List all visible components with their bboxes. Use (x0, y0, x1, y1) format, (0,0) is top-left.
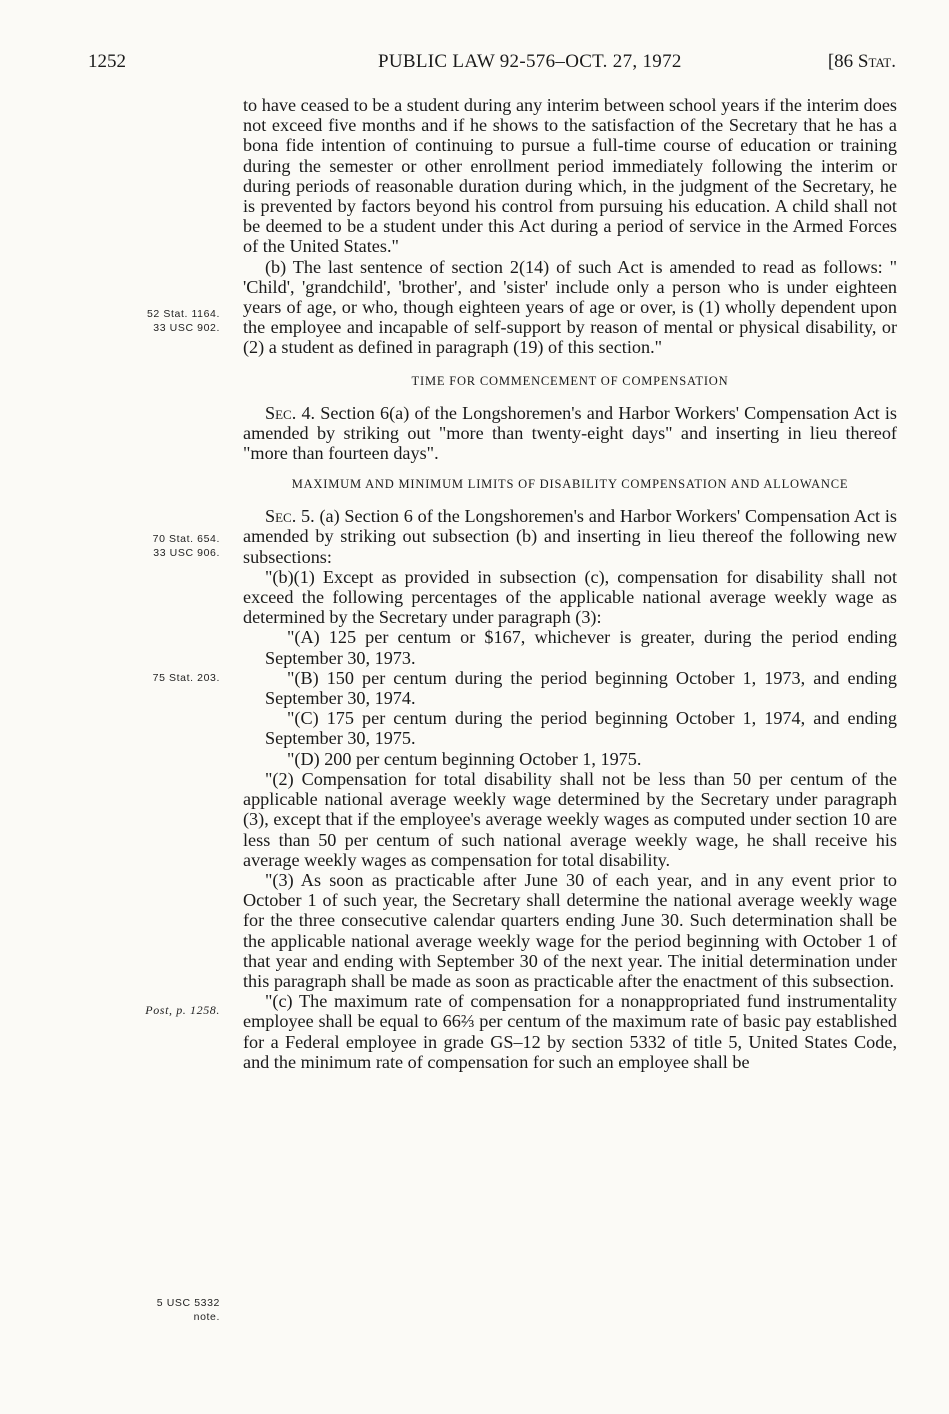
running-header (88, 50, 896, 74)
paragraph-b: (b) The last sentence of section 2(14) of such Act is amended to read as follows: " 'Child', 'grandchild', 'brother', and 'sister' include only a person who is under eighteen years of age, or who, though eighteen years of age or over, is (1) wholly dependent upon the employee and incapable of self-support by reason of mental or physical disability, or (2) a student as defined in paragraph (19) of this section." (243, 256, 897, 358)
section-4-text: 4. Section 6(a) of the Longshoremen's and Harbor Workers' Compensation Act is amended by striking out "more than twenty-eight days" and inserting in lieu thereof "more than fourteen days". (243, 402, 897, 464)
margin-note-line: 5 USC 5332 (156, 1297, 220, 1309)
section-heading-time-for-commencement: TIME FOR COMMENCEMENT OF COMPENSATION (411, 373, 729, 388)
subsection-c: "(c) The maximum rate of compensation for a nonappropriated fund instrumentality employee shall be equal to 66⅔ per centum of the maximum rate of basic pay established for a Federal employee in grade GS–12 by section 5332 of title 5, United States Code, and the minimum rate of compensation for such an employee shall be (243, 991, 897, 1072)
volume-reference (828, 50, 896, 74)
margin-note-75-stat (70, 671, 220, 685)
margin-note-52-stat (70, 307, 220, 335)
header-title: PUBLIC LAW 92-576–OCT. 27, 1972 (378, 51, 682, 72)
clause-A: "(A) 125 per centum or $167, whichever is greater, during the period ending September 30, 1973. (265, 627, 897, 668)
margin-note-5-usc (70, 1296, 220, 1324)
volume-stat: Stat. (857, 51, 896, 72)
clause-D: "(D) 200 per centum beginning October 1, 1975. (287, 748, 642, 769)
section-label: Sec. (265, 402, 297, 423)
page-number: 1252 (88, 51, 126, 72)
margin-note-line: 75 Stat. 203. (152, 672, 220, 684)
section-5-text: 5. (a) Section 6 of the Longshoremen's and Harbor Workers' Compensation Act is amended by striking out subsection (b) and inserting in lieu thereof the following new subsections: (243, 506, 897, 567)
statute-text (243, 95, 897, 1072)
paragraph-2: "(2) Compensation for total disability shall not be less than 50 per centum of the applicable national average weekly wage determined by the Secretary under paragraph (3), except that if the employee's average weekly wages as computed under section 10 are less than 50 per centum of such national average weekly wage, he shall receive his average weekly wages as compensation for total disability. (243, 768, 897, 870)
paragraph-continuation: to have ceased to be a student during any interim between school years if the interim does not exceed five months and if he shows to the satisfaction of the Secretary that he has a bona fide intention of continuing to pursue a full-time course of education or training during the semester or other enrollment period immediately following the interim or during periods of reasonable duration during which, in the judgment of the Secretary, he is prevented by factors beyond his control from pursuing his education. A child shall not be deemed to be a student under this Act during a period of service in the Armed Forces of the United States." (243, 95, 897, 257)
section-4 (243, 403, 897, 464)
margin-note-line: 33 USC 906. (153, 547, 220, 559)
margin-note-line: note. (193, 1311, 220, 1323)
section-heading-maximum-minimum: MAXIMUM AND MINIMUM LIMITS OF DISABILITY COMPENSATION AND ALLOWANCE (291, 477, 849, 492)
subsection-b1: "(b)(1) Except as provided in subsection (c), compensation for disability shall not exceed the following percentages of the applicable national average weekly wage as determined by the Secretary under paragraph (3): (243, 566, 897, 628)
margin-note-line: 33 USC 902. (153, 322, 220, 334)
margin-note-70-stat (70, 532, 220, 560)
clause-B: "(B) 150 per centum during the period beginning October 1, 1973, and ending September 30, 1974. (265, 667, 897, 709)
paragraph-3: "(3) As soon as practicable after June 30 of each year, and in any event prior to October 1 of such year, the Secretary shall determine the national average weekly wage for the three consecutive calendar quarters ending June 30. Such determination shall be the applicable national average weekly wage for the period beginning with October 1 of that year and ending with September 30 of the next year. The initial determination under this paragraph shall be made as soon as practicable after the enactment of this subsection. (243, 869, 897, 991)
section-label: Sec. (265, 506, 297, 527)
margin-note-line: Post, p. 1258. (145, 1003, 220, 1017)
clause-C: "(C) 175 per centum during the period beginning October 1, 1974, and ending September 30, 1975. (265, 708, 897, 749)
section-5 (243, 506, 897, 567)
volume-prefix: [86 (827, 51, 858, 72)
margin-note-post (70, 1003, 220, 1017)
margin-note-line: 70 Stat. 654. (152, 533, 220, 545)
margin-note-line: 52 Stat. 1164. (146, 308, 220, 320)
